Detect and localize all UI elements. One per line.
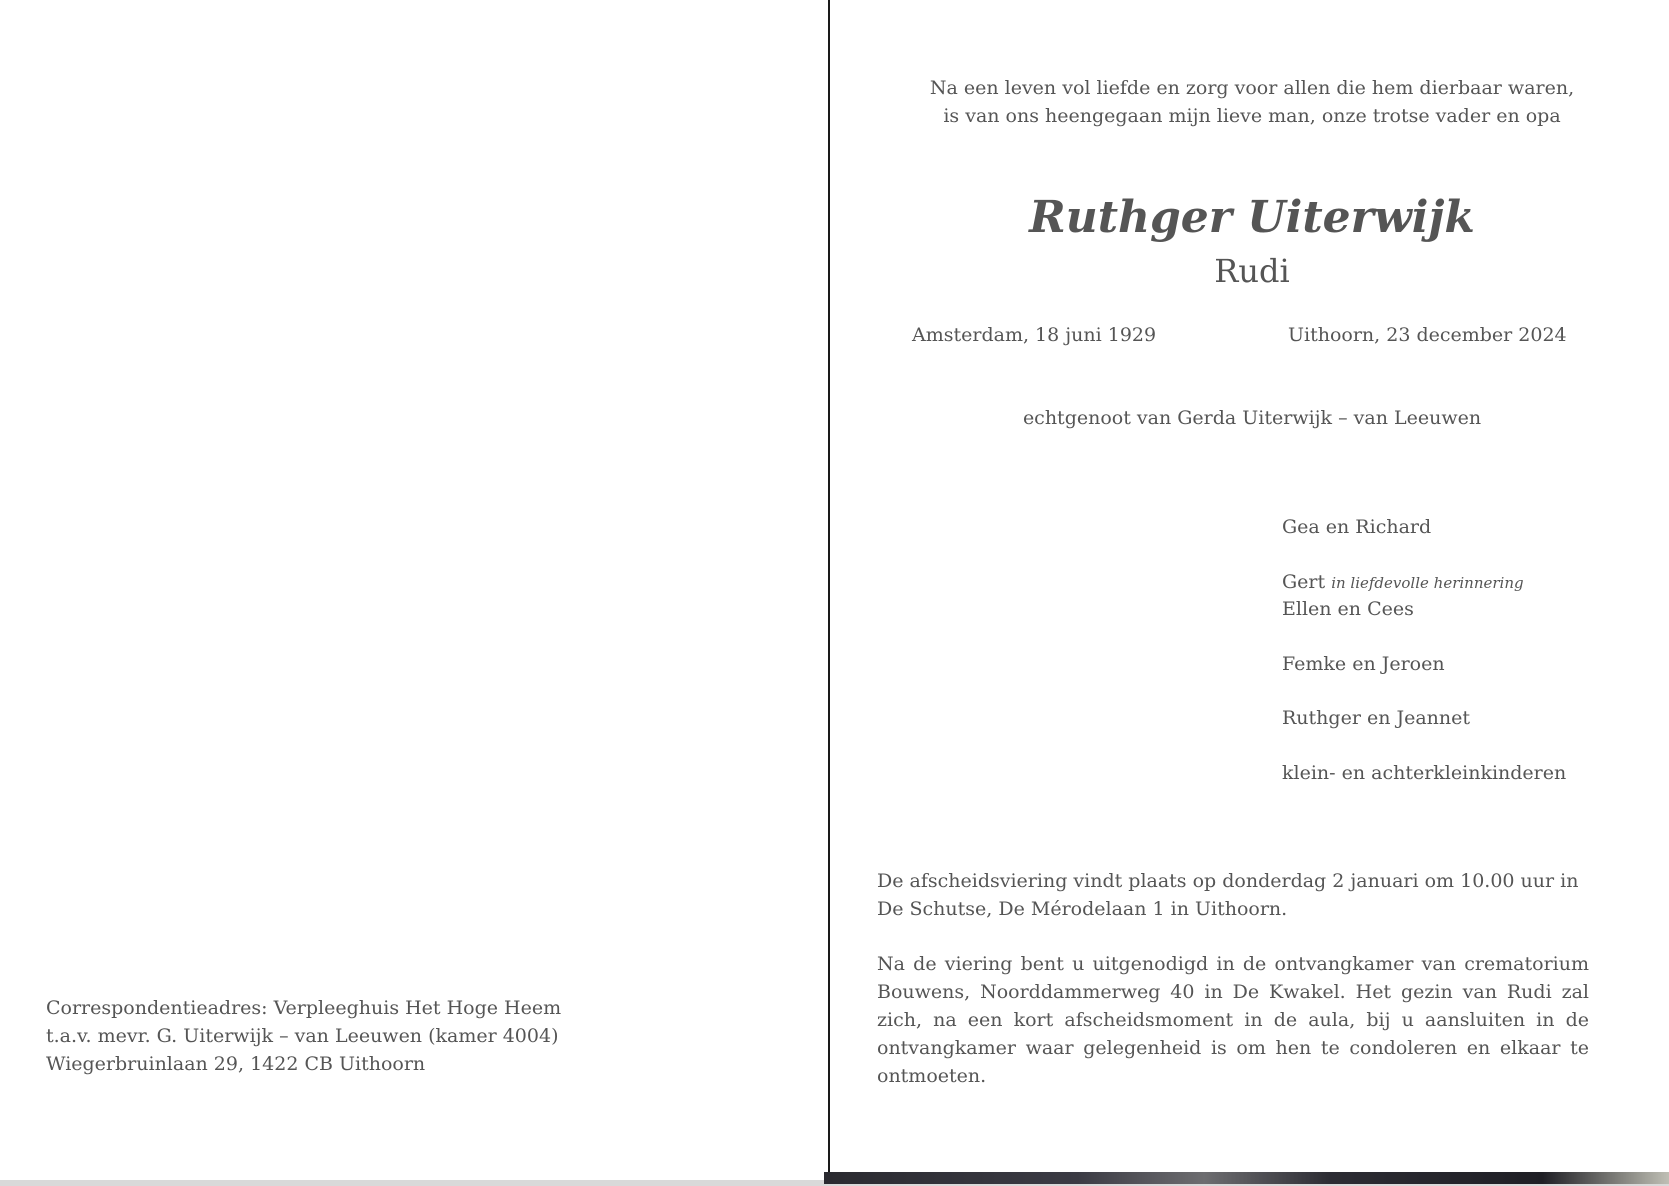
ceremony-line-1: De afscheidsviering vindt plaats op donderdag 2 januari om 10.00 uur in <box>877 870 1579 892</box>
family-member-2-name: Gert <box>1282 571 1326 593</box>
memorial-note: in liefdevolle herinnering <box>1331 574 1524 592</box>
intro-line-2: is van ons heengegaan mijn lieve man, onze trotse vader en opa <box>943 105 1561 127</box>
cover-photo-edge <box>824 1172 1669 1184</box>
death-place-date: Uithoorn, 23 december 2024 <box>1288 324 1567 346</box>
intro-line-1: Na een leven vol liefde en zorg voor allen die hem dierbaar waren, <box>929 77 1575 99</box>
correspondence-address <box>46 994 561 1078</box>
spouse-line: echtgenoot van Gerda Uiterwijk – van Leeuwen <box>1022 407 1482 429</box>
family-member-3: Ellen en Cees <box>1282 598 1414 620</box>
birth-place-date: Amsterdam, 18 juni 1929 <box>912 324 1157 346</box>
family-member-4: Femke en Jeroen <box>1282 653 1445 675</box>
address-line-3: Wiegerbruinlaan 29, 1422 CB Uithoorn <box>46 1053 426 1075</box>
ceremony-line-2: De Schutse, De Mérodelaan 1 in Uithoorn. <box>877 898 1288 920</box>
family-member-6: klein- en achterkleinkinderen <box>1282 762 1567 784</box>
deceased-name: Ruthger Uiterwijk <box>1029 192 1475 243</box>
reception-paragraph: Na de viering bent u uitgenodigd in de ontvangkamer van crematorium Bouwens, Noorddammerweg 40 in De Kwakel. Het gezin van Rudi zal zich, na een kort afscheidsmoment in de aula, bij u aansluiten in de ontvangkamer waar gelegenheid is om hen te condoleren en elkaar te ontmoeten. <box>877 953 1589 1087</box>
deceased-nickname: Rudi <box>1214 252 1290 290</box>
family-member-5: Ruthger en Jeannet <box>1282 707 1471 729</box>
address-line-2: t.a.v. mevr. G. Uiterwijk – van Leeuwen (kamer 4004) <box>46 1025 559 1047</box>
family-member-1: Gea en Richard <box>1282 516 1432 538</box>
address-line-1: Correspondentieadres: Verpleeghuis Het Hoge Heem <box>46 997 562 1019</box>
family-member-2 <box>1282 568 1524 597</box>
page-fold-divider <box>828 0 830 1173</box>
